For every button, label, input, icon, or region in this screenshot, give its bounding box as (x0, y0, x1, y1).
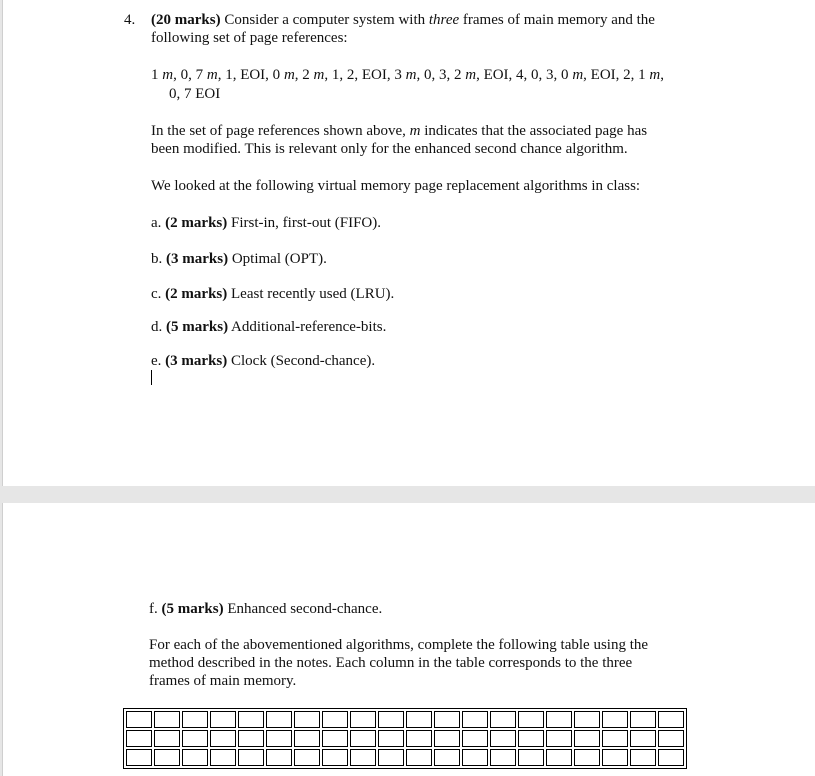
table-cell[interactable] (518, 749, 544, 766)
table-cell[interactable] (182, 749, 208, 766)
table-cell[interactable] (350, 730, 376, 747)
question-marks: (20 marks) (151, 12, 221, 28)
frame-row (126, 749, 684, 766)
item-a: a. (2 marks) First-in, first-out (FIFO). (151, 215, 381, 231)
table-cell[interactable] (182, 711, 208, 728)
note-line2: been modified. This is relevant only for the enhanced second chance algorithm. (151, 141, 628, 157)
table-cell[interactable] (266, 711, 292, 728)
document-page-1 (2, 0, 815, 486)
algorithms-intro: We looked at the following virtual memory page replacement algorithms in class: (151, 178, 641, 194)
item-c: c. (2 marks) Least recently used (LRU). (151, 286, 395, 302)
table-cell[interactable] (294, 711, 320, 728)
table-cell[interactable] (406, 749, 432, 766)
table-cell[interactable] (378, 749, 404, 766)
item-f: f. (5 marks) Enhanced second-chance. (149, 601, 383, 617)
table-cell[interactable] (322, 711, 348, 728)
table-cell[interactable] (658, 711, 684, 728)
table-cell[interactable] (294, 749, 320, 766)
table-cell[interactable] (322, 730, 348, 747)
question-number: 4. (124, 12, 136, 28)
table-cell[interactable] (462, 711, 488, 728)
text-cursor[interactable] (151, 370, 152, 385)
table-cell[interactable] (210, 749, 236, 766)
table-cell[interactable] (546, 711, 572, 728)
table-cell[interactable] (434, 749, 460, 766)
table-cell[interactable] (406, 711, 432, 728)
instructions-line1: For each of the abovementioned algorithms, complete the following table using the (149, 637, 649, 653)
table-cell[interactable] (518, 730, 544, 747)
item-d: d. (5 marks) Additional-reference-bits. (151, 319, 387, 335)
table-cell[interactable] (462, 730, 488, 747)
question-intro-line1: (20 marks) Consider a computer system with three frames of main memory and the (151, 12, 655, 28)
table-cell[interactable] (266, 730, 292, 747)
table-cell[interactable] (126, 711, 152, 728)
table-cell[interactable] (574, 749, 600, 766)
table-cell[interactable] (658, 749, 684, 766)
frame-row (126, 711, 684, 728)
table-cell[interactable] (490, 730, 516, 747)
table-cell[interactable] (126, 730, 152, 747)
table-cell[interactable] (322, 749, 348, 766)
note-line1: In the set of page references shown above, m indicates that the associated page has (151, 123, 648, 139)
frames-table[interactable] (123, 708, 687, 769)
table-cell[interactable] (182, 730, 208, 747)
table-cell[interactable] (154, 749, 180, 766)
table-cell[interactable] (434, 711, 460, 728)
table-cell[interactable] (238, 711, 264, 728)
table-cell[interactable] (350, 711, 376, 728)
table-cell[interactable] (546, 749, 572, 766)
table-cell[interactable] (574, 711, 600, 728)
table-cell[interactable] (154, 730, 180, 747)
table-cell[interactable] (630, 749, 656, 766)
emphasis-three: three (428, 12, 460, 28)
table-cell[interactable] (630, 711, 656, 728)
instructions-line2: method described in the notes. Each column in the table corresponds to the three (149, 655, 633, 671)
table-cell[interactable] (630, 730, 656, 747)
table-cell[interactable] (462, 749, 488, 766)
table-cell[interactable] (574, 730, 600, 747)
table-cell[interactable] (210, 730, 236, 747)
table-cell[interactable] (658, 730, 684, 747)
table-cell[interactable] (154, 711, 180, 728)
table-cell[interactable] (518, 711, 544, 728)
table-cell[interactable] (350, 749, 376, 766)
frame-row (126, 730, 684, 747)
table-cell[interactable] (210, 711, 236, 728)
table-cell[interactable] (602, 711, 628, 728)
page-references-line1: 1 m, 0, 7 m, 1, EOI, 0 m, 2 m, 1, 2, EOI, 3 m, 0, 3, 2 m, EOI, 4, 0, 3, 0 m, EOI, 2, 1 m, (151, 67, 664, 83)
table-cell[interactable] (434, 730, 460, 747)
table-cell[interactable] (378, 711, 404, 728)
question-intro-line2: following set of page references: (151, 30, 348, 46)
table-cell[interactable] (406, 730, 432, 747)
table-cell[interactable] (490, 749, 516, 766)
table-cell[interactable] (546, 730, 572, 747)
emphasis-m: m (409, 123, 421, 139)
document-page-2 (2, 503, 815, 776)
page-references-line2: 0, 7 EOI (169, 86, 221, 102)
table-cell[interactable] (126, 749, 152, 766)
instructions-line3: frames of main memory. (149, 673, 297, 689)
item-b: b. (3 marks) Optimal (OPT). (151, 251, 327, 267)
table-cell[interactable] (238, 749, 264, 766)
table-cell[interactable] (294, 730, 320, 747)
table-cell[interactable] (490, 711, 516, 728)
table-cell[interactable] (602, 749, 628, 766)
table-cell[interactable] (238, 730, 264, 747)
item-e: e. (3 marks) Clock (Second-chance). (151, 353, 376, 369)
table-cell[interactable] (378, 730, 404, 747)
table-cell[interactable] (266, 749, 292, 766)
table-cell[interactable] (602, 730, 628, 747)
